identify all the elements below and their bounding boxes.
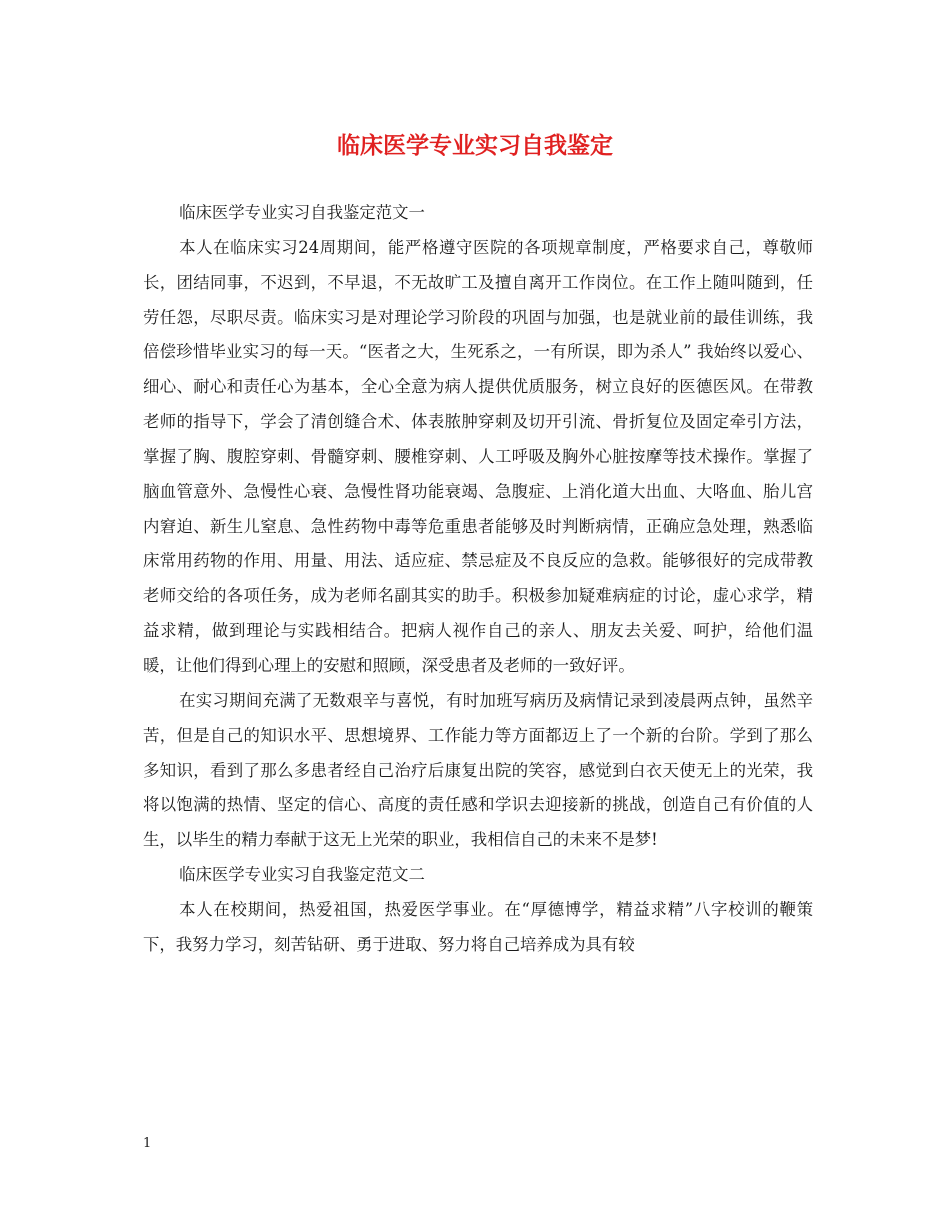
document-body xyxy=(143,196,813,963)
paragraph-3: 本人在校期间，热爱祖国，热爱医学事业。在“厚德博学，精益求精”八字校训的鞭策下，我努力学习，刻苦钻研、勇于进取、努力将自己培养成为具有较 xyxy=(143,899,813,954)
paragraph-2: 在实习期间充满了无数艰辛与喜悦，有时加班写病历及病情记录到凌晨两点钟，虽然辛苦，但是自己的知识水平、思想境界、工作能力等方面都迈上了一个新的台阶。学到了那么多知识，看到了那么多患者经自己治疗后康复出院的笑容，感觉到白衣天使无上的光荣，我将以饱满的热情、坚定的信心、高度的责任感和学识去迎接新的挑战，创造自己有价值的人生，以毕生的精力奉献于这无上光荣的职业，我相信自己的未来不是梦! xyxy=(143,690,813,850)
section-heading-1: 临床医学专业实习自我鉴定范文一 xyxy=(179,203,425,222)
section-heading-2: 临床医学专业实习自我鉴定范文二 xyxy=(179,865,425,885)
document-title: 临床医学专业实习自我鉴定 xyxy=(337,132,613,159)
page-number: 1 xyxy=(143,1136,152,1151)
paragraph-1: 本人在临床实习24周期间，能严格遵守医院的各项规章制度，严格要求自己，尊敬师长，团结同事，不迟到，不早退，不无故旷工及擅自离开工作岗位。在工作上随叫随到，任劳任怨，尽职尽责。临床实习是对理论学习阶段的巩固与加强，也是就业前的最佳训练，我倍偿珍惜毕业实习的每一天。“医者之大，生死系之，一有所误，即为杀人” 我始终以爱心、细心、耐心和责任心为基本，全心全意为病人提供优质服务，树立良好的医德医风。在带教老师的指导下，学会了清创缝合术、体表脓肿穿刺及切开引流、骨折复位及固定牵引方法，掌握了胸、腹腔穿刺、骨髓穿刺、腰椎穿刺、人工呼吸及胸外心脏按摩等技术操作。掌握了脑血管意外、急慢性心衰、急慢性肾功能衰竭、急腹症、上消化道大出血、大咯血、胎儿宫内窘迫、新生儿窒息、急性药物中毒等危重患者能够及时判断病情，正确应急处理，熟悉临床常用药物的作用、用量、用法、适应症、禁忌症及不良反应的急救。能够很好的完成带教老师交给的各项任务，成为老师名副其实的助手。积极参加疑难病症的讨论，虚心求学，精益求精，做到理论与实践相结合。把病人视作自己的亲人、朋友去关爱、呵护，给他们温暖，让他们得到心理上的安慰和照顾，深受患者及老师的一致好评。 xyxy=(143,237,813,675)
